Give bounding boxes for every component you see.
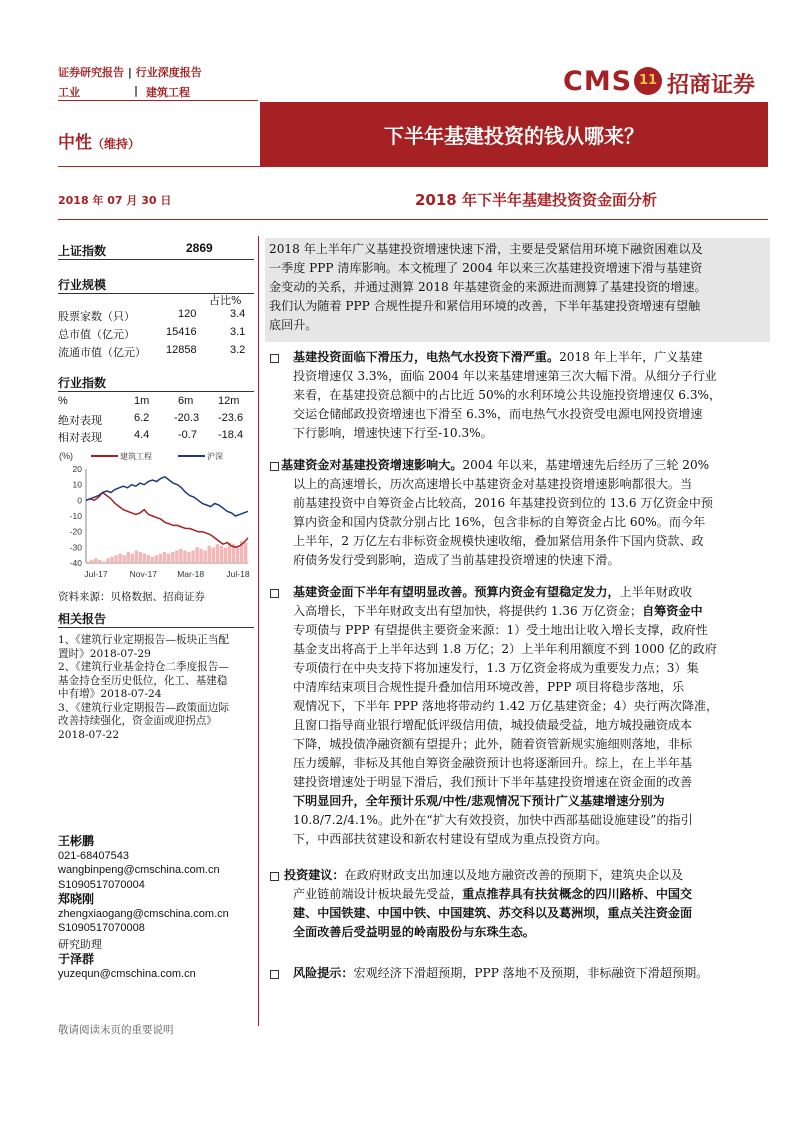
bar <box>122 555 125 563</box>
bullet-checkbox-icon <box>270 872 279 881</box>
scale-v1: 12858 <box>166 344 197 356</box>
related-line: 中有增》2018-07-24 <box>58 688 162 700</box>
bullet-line: 入高增长，下半年财政支出有望加快，将提供约 1.36 万亿资金； <box>293 604 643 618</box>
ind-head-6m: 6m <box>178 395 194 407</box>
rule <box>58 391 254 392</box>
ind-val: -0.7 <box>178 429 197 441</box>
bar <box>175 550 178 563</box>
bar <box>191 550 194 563</box>
rule <box>58 627 254 628</box>
bullet-investment <box>293 348 768 443</box>
bar <box>147 555 150 563</box>
bar <box>90 560 93 563</box>
bar <box>171 552 174 563</box>
related-line: 1、《建筑行业定期报告—板块正当配 <box>58 634 229 646</box>
bullet-line: 下降，城投债净融资额有望提升；此外，随着资管新规实施细则落地，非标 <box>293 737 693 751</box>
bullet-line: 下明显回升，全年预计乐观/中性/悲观情况下预计广义基建增速分别为 <box>293 794 665 808</box>
bar <box>195 547 198 563</box>
x-tick-label: Mar-18 <box>177 569 205 579</box>
bullet-line: 前基建投资中自筹资金占比较高，2016 年基建投资到位的 13.6 万亿资金中预 <box>293 496 713 510</box>
scale-label: 总市值（亿元） <box>58 328 135 341</box>
scale-label: 流通市值（亿元） <box>58 346 146 359</box>
bar <box>127 552 130 563</box>
x-tick-label: Jul-17 <box>84 569 108 579</box>
bar <box>224 547 227 563</box>
analyst-code: S1090517070008 <box>58 922 145 934</box>
bullet-line: 10.8/7.2/4.1%。此外在“扩大有效投资，加快中西部基础设施建设”的指引 <box>293 813 693 827</box>
y-tick-label: -10 <box>69 511 82 521</box>
bar <box>94 558 97 563</box>
report-type: 证券研究报告 <box>58 66 124 79</box>
bullet-checkbox-icon <box>270 970 279 979</box>
ind-val: -23.6 <box>218 412 244 424</box>
index-value: 2869 <box>186 241 213 255</box>
y-tick-label: -20 <box>69 526 82 537</box>
bar <box>106 558 109 563</box>
y-tick-label: -30 <box>69 542 82 553</box>
ind-index-row <box>58 412 254 428</box>
ind-val: -18.4 <box>218 429 244 441</box>
report-type-line: 证券研究报告 | 行业深度报告 <box>58 66 202 79</box>
scale-col-head: 占比% <box>209 294 242 307</box>
scale-v2: 3.2 <box>230 344 246 356</box>
summary-line: 2018 年上半年广义基建投资增速快速下滑，主要是受紧信用环境下融资困难以及 <box>269 242 703 256</box>
bullet-heading: 投资建议： <box>284 868 345 882</box>
sector: 工业 <box>58 86 80 99</box>
scale-row <box>58 308 254 324</box>
rating <box>58 128 140 153</box>
bullet-bold: 重点推荐具有扶贫概念的四川路桥、中国交 <box>462 887 693 901</box>
bar <box>114 555 117 563</box>
bullet-line: 下，中西部扶贫建设和新农村建设有望成为重点投资方向。 <box>293 832 608 846</box>
y-tick-label: -40 <box>69 558 82 568</box>
bar <box>131 554 134 563</box>
bar <box>179 549 182 563</box>
bar <box>135 550 138 563</box>
chart-unit: (%) <box>59 451 73 461</box>
bullet-line: 以上的高速增长，历次高速增长中基建资金对基建投资增速影响都很大。当 <box>293 477 693 491</box>
bullet-advice <box>284 866 768 942</box>
rule <box>58 259 254 260</box>
bar <box>155 555 158 563</box>
bullet-line: 且窗口指导商业银行增配低评级信用债，城投债最受益，地方城投融资成本 <box>293 718 693 732</box>
assistant-email[interactable]: yuzequn@cmschina.com.cn <box>58 967 196 980</box>
ind-val: 6.2 <box>134 412 150 424</box>
analyst-email[interactable]: wangbinpeng@cmschina.com.cn <box>58 864 220 876</box>
bar <box>118 554 121 563</box>
legend-label: 建筑工程 <box>120 452 152 461</box>
bar <box>216 544 219 563</box>
scale-label: 股票家数（只） <box>58 310 135 323</box>
bullet-line: 观情况下，下半年 PPP 落地将带动约 1.42 万亿基建资金；4）央行两次降准， <box>293 699 719 713</box>
related-title: 相关报告 <box>58 612 107 626</box>
sub-sector: 建筑工程 <box>146 86 190 99</box>
bullet-line: 基金支出将高于上半年达到 1.8 万亿；2）上半年利用额度不到 1000 亿的政府 <box>293 642 717 656</box>
bar <box>98 560 101 563</box>
report-kind: 行业深度报告 <box>135 66 202 79</box>
rating-note: （维持） <box>92 137 141 151</box>
related-line: 基金持仓至历史低位，化工、基建稳 <box>58 674 228 687</box>
bullet-bold: 自筹资金中 <box>642 604 703 618</box>
bullet-checkbox-icon <box>270 354 279 363</box>
bullet-checkbox-icon <box>270 589 279 598</box>
x-tick-label: Nov-17 <box>129 569 158 579</box>
bullet-line: 专项债行在中央支持下将加速发行，1.3 万亿资金将成为重要发力点；3）集 <box>293 661 699 675</box>
rule-under-subtitle <box>58 219 768 220</box>
analysts <box>58 834 254 981</box>
bullet-line: 上半年，2 万亿左右非标资金规模快速收缩，叠加紧信用条件下国内贷款、政 <box>293 534 704 548</box>
column-divider <box>258 236 259 1026</box>
related-item[interactable] <box>58 702 258 743</box>
scale-v1: 120 <box>178 308 197 320</box>
assistant-name: 于泽群 <box>58 952 95 966</box>
bullet-bold: 重点关注资金面 <box>607 906 693 920</box>
ind-index-title: 行业指数 <box>58 376 107 390</box>
bullet-line: 产业链前端设计板块最先受益， <box>293 887 463 901</box>
ind-index-row <box>58 429 254 445</box>
bullet-text: 2018 年上半年，广义基建 <box>559 350 703 364</box>
bullet-funds <box>281 456 768 570</box>
legend-label: 沪深 <box>207 452 223 461</box>
bullet-checkbox-icon <box>270 462 279 471</box>
bar <box>151 557 154 563</box>
scale-v1: 15416 <box>166 326 197 338</box>
chart-lines <box>86 477 248 548</box>
report-title: 下半年基建投资的钱从哪来？ <box>384 124 644 148</box>
analyst-email[interactable]: zhengxiaogang@cmschina.com.cn <box>58 907 229 920</box>
ind-row-label: 绝对表现 <box>58 414 102 427</box>
bullet-line: 中清库结束项目合规性提升叠加信用环境改善，PPP 项目将稳步落地，乐 <box>293 680 685 694</box>
bar <box>244 543 247 563</box>
bar <box>183 550 186 563</box>
related-line: 3、《建筑行业定期报告—政策面边际 <box>58 701 229 714</box>
bullet-line: 府债务发行受到影响，造成了当前基建投资增速的快速下滑。 <box>293 553 620 567</box>
cms-logo <box>563 66 773 100</box>
footer-note: 敬请阅读末页的重要说明 <box>58 1024 174 1036</box>
bar <box>167 554 170 563</box>
summary-line: 底回升。 <box>269 318 318 332</box>
bullet-text: 在政府财政支出加速以及地方融资改善的预期下，建筑央企以及 <box>344 868 684 882</box>
y-tick-label: 0 <box>77 495 82 506</box>
index-label: 上证指数 <box>58 244 107 258</box>
analyst-name: 王彬鹏 <box>58 834 95 848</box>
header-rule-left <box>58 100 258 101</box>
related-item[interactable] <box>58 634 258 661</box>
chart-source: 资料来源：贝格数据、招商证券 <box>58 591 205 603</box>
bar <box>212 547 215 563</box>
rating-label: 中性 <box>58 133 92 153</box>
bullet-heading: 基建资金面下半年有望明显改善。预算内资金有望稳定发力， <box>293 585 620 599</box>
analyst-name: 郑晓刚 <box>58 892 95 906</box>
summary-line: 我们认为随着 PPP 合规性提升和紧信用环境的改善，下半年基建投资增速有望触 <box>269 299 701 313</box>
scale-row <box>58 344 254 360</box>
logo-name: 招商证券 <box>667 73 756 98</box>
scale-v2: 3.1 <box>230 326 246 338</box>
bar <box>187 552 190 563</box>
summary-line: 金变动的关系，并通过测算 2018 年基建资金的来源进而测算了基建投资的增速。 <box>269 280 707 294</box>
bullet-line: 建投资增速处于明显下滑后，我们预计下半年基建投资增速在资金面的改善 <box>293 775 693 789</box>
logo-badge-icon: 11 <box>634 67 662 95</box>
ind-row-label: 相对表现 <box>58 431 102 444</box>
logo-cms-text: CMS <box>563 66 633 97</box>
y-tick-label: 20 <box>72 464 82 474</box>
bar <box>236 546 239 563</box>
bullet-text: 2004 年以来，基建增速先后经历了三轮 20% <box>462 458 710 472</box>
bullet-line: 下行影响，增速快速下行至-10.3%。 <box>293 426 493 440</box>
scale-title: 行业规模 <box>58 278 107 292</box>
bullet-heading: 基建投资面临下滑压力，电热气水投资下滑严重。 <box>293 350 560 364</box>
bullet-line: 交运仓储邮政投资增速也下滑至 6.3%，而电热气水投资受电源电网投资增速 <box>293 407 703 421</box>
bullet-line: 算内资金和国内贷款分别占比 16%，包含非标的自筹资金占比 60%。而今年 <box>293 515 706 529</box>
bullet-text: 上半年财政收 <box>619 585 693 599</box>
ind-val: 4.4 <box>134 429 150 441</box>
related-line: 置时》2018-07-29 <box>58 647 151 660</box>
bullet-risk <box>293 964 768 983</box>
ind-unit: % <box>58 395 68 407</box>
y-tick-label: 10 <box>72 479 82 490</box>
related-line: 2018-07-22 <box>58 728 120 741</box>
ind-index-head <box>58 395 254 407</box>
related-line: 2、《建筑行业基金持仓二季度报告— <box>58 661 229 673</box>
summary <box>269 240 769 335</box>
scale-v2: 3.4 <box>230 308 246 320</box>
assistant-role: 研究助理 <box>58 937 102 951</box>
ind-val: -20.3 <box>174 412 200 424</box>
bar <box>139 552 142 563</box>
series-line <box>86 477 248 516</box>
bar <box>102 561 105 563</box>
bar <box>203 550 206 563</box>
analyst-phone: 021-68407543 <box>58 849 129 862</box>
bullet-line: 压力缓解，非标及其他自筹资金融资预计也将逐渐回升。综上，在上半年基 <box>293 756 693 770</box>
bullet-line: 建、中国铁建、中国中铁、中国建筑、苏交科以及葛洲坝， <box>293 906 608 920</box>
bullet-line: 专项债与 PPP 有望提供主要资金来源：1）受土地出让收入增长支撑，政府性 <box>293 623 708 637</box>
related-list <box>58 634 258 742</box>
summary-line: 一季度 PPP 清库影响。本文梳理了 2004 年以来三次基建投资增速下滑与基建资 <box>269 261 703 275</box>
series-line <box>86 493 248 548</box>
related-item[interactable] <box>58 661 258 702</box>
sector-line: 工业 | 建筑工程 <box>58 84 190 99</box>
bar <box>159 554 162 563</box>
bullet-line: 全面改善后受益明显的岭南股份与东珠生态。 <box>293 925 535 939</box>
ind-head-12m: 12m <box>218 395 240 407</box>
related-line: 改善持续强化，资金面或迎拐点》 <box>58 715 217 727</box>
bullet-line: 投资增速仅 3.3%，面临 2004 年以来基建增速第三次大幅下滑。从细分子行业 <box>293 369 717 383</box>
report-subtitle: 2018 年下半年基建投资资金面分析 <box>415 191 657 209</box>
bullet-text: 宏观经济下滑超预期，PPP 落地不及预期，非标融资下滑超预期。 <box>353 966 709 980</box>
bullet-line: 来看，在基建投资总额中的占比近 50%的水利环境公共设施投资增速仅 6.3%， <box>293 388 722 402</box>
bullet-heading: 风险提示： <box>293 966 354 980</box>
bar <box>86 561 89 563</box>
ind-head-1m: 1m <box>134 395 150 407</box>
bar <box>110 557 113 563</box>
scale-row <box>58 326 254 342</box>
bar <box>143 554 146 563</box>
analyst-code: S1090517070004 <box>58 878 145 891</box>
rule-under-title <box>58 166 768 167</box>
performance-chart <box>56 447 256 583</box>
title-banner <box>260 102 768 166</box>
bullet-outlook <box>293 583 768 849</box>
bar <box>220 546 223 563</box>
bullet-heading: 基建资金对基建投资增速影响大。 <box>281 458 463 472</box>
bar <box>163 552 166 563</box>
bar <box>199 549 202 563</box>
x-tick-label: Jul-18 <box>226 569 250 579</box>
bar <box>208 546 211 563</box>
report-date: 2018 年 07 月 30 日 <box>58 194 172 207</box>
